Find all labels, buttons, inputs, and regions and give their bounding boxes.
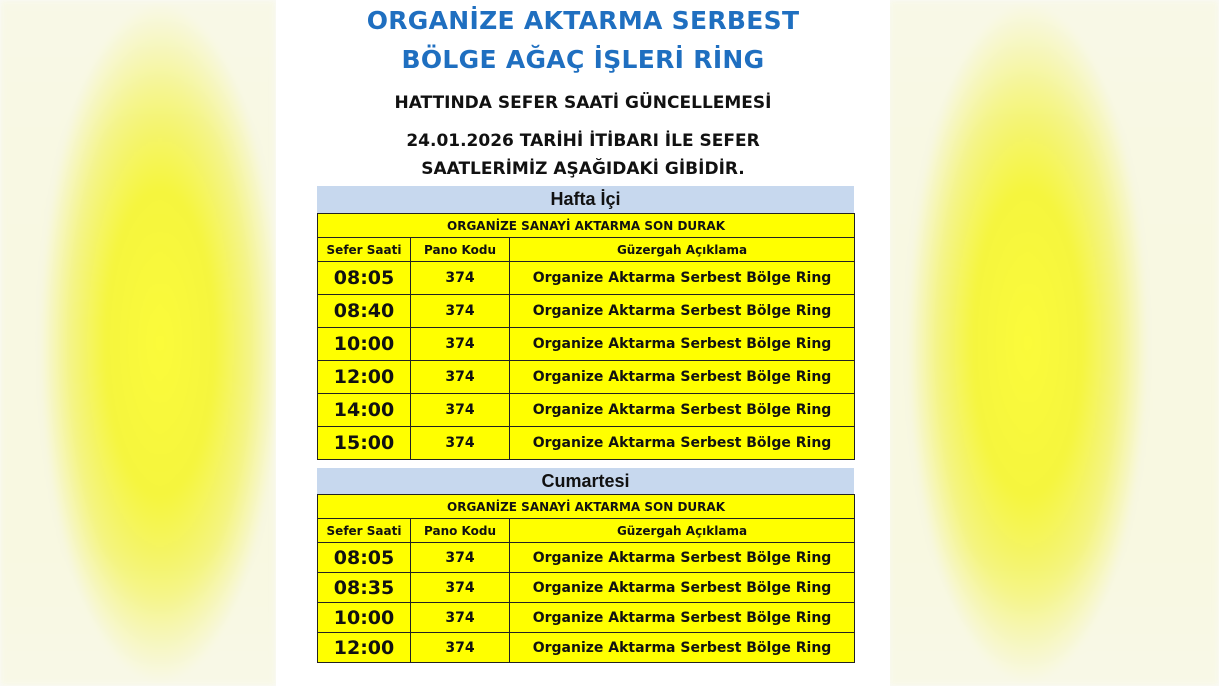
- route-description: Organize Aktarma Serbest Bölge Ring: [510, 328, 855, 361]
- board-code: 374: [411, 262, 510, 295]
- poster-subtitle-line2: 24.01.2026 TARİHİ İTİBARI İLE SEFER: [406, 131, 760, 151]
- blurred-background-left: [0, 0, 276, 686]
- saturday-schedule-table: [317, 494, 855, 663]
- poster-subtitle-line1: HATTINDA SEFER SAATİ GÜNCELLEMESİ: [394, 93, 772, 113]
- board-code: 374: [411, 543, 510, 573]
- route-description: Organize Aktarma Serbest Bölge Ring: [510, 633, 855, 663]
- departure-time: 15:00: [318, 427, 411, 460]
- route-description: Organize Aktarma Serbest Bölge Ring: [510, 295, 855, 328]
- departure-time: 08:05: [318, 543, 411, 573]
- poster-title-line1: ORGANİZE AKTARMA SERBEST: [366, 6, 800, 35]
- board-code: 374: [411, 361, 510, 394]
- column-header-time: Sefer Saati: [318, 519, 411, 543]
- board-code: 374: [411, 573, 510, 603]
- route-description: Organize Aktarma Serbest Bölge Ring: [510, 573, 855, 603]
- route-description: Organize Aktarma Serbest Bölge Ring: [510, 262, 855, 295]
- table-row: [318, 361, 855, 394]
- board-code: 374: [411, 328, 510, 361]
- board-code: 374: [411, 427, 510, 460]
- column-header-route: Güzergah Açıklama: [510, 238, 855, 262]
- column-header-time: Sefer Saati: [318, 238, 411, 262]
- column-header-code: Pano Kodu: [411, 519, 510, 543]
- table-row: [318, 295, 855, 328]
- route-description: Organize Aktarma Serbest Bölge Ring: [510, 394, 855, 427]
- departure-time: 08:05: [318, 262, 411, 295]
- route-description: Organize Aktarma Serbest Bölge Ring: [510, 543, 855, 573]
- weekday-schedule-table: [317, 213, 855, 460]
- stop-label: ORGANİZE SANAYİ AKTARMA SON DURAK: [318, 214, 855, 238]
- table-row: [318, 633, 855, 663]
- route-description: Organize Aktarma Serbest Bölge Ring: [510, 427, 855, 460]
- poster-subtitle-line3: SAATLERİMİZ AŞAĞIDAKİ GİBİDİR.: [421, 159, 745, 179]
- table-row: [318, 262, 855, 295]
- blurred-background-right: [889, 0, 1219, 686]
- board-code: 374: [411, 394, 510, 427]
- departure-time: 08:40: [318, 295, 411, 328]
- departure-time: 10:00: [318, 328, 411, 361]
- stop-label: ORGANİZE SANAYİ AKTARMA SON DURAK: [318, 495, 855, 519]
- departure-time: 14:00: [318, 394, 411, 427]
- board-code: 374: [411, 603, 510, 633]
- table-row: [318, 394, 855, 427]
- saturday-section-header: Cumartesi: [317, 468, 854, 495]
- board-code: 374: [411, 633, 510, 663]
- weekday-section-header: Hafta İçi: [317, 186, 854, 213]
- departure-time: 12:00: [318, 633, 411, 663]
- route-description: Organize Aktarma Serbest Bölge Ring: [510, 603, 855, 633]
- table-row: [318, 543, 855, 573]
- column-header-code: Pano Kodu: [411, 238, 510, 262]
- board-code: 374: [411, 295, 510, 328]
- route-description: Organize Aktarma Serbest Bölge Ring: [510, 361, 855, 394]
- table-row: [318, 427, 855, 460]
- column-header-route: Güzergah Açıklama: [510, 519, 855, 543]
- table-row: [318, 573, 855, 603]
- table-row: [318, 603, 855, 633]
- table-row: [318, 328, 855, 361]
- poster-title-line2: BÖLGE AĞAÇ İŞLERİ RİNG: [401, 45, 765, 74]
- departure-time: 08:35: [318, 573, 411, 603]
- schedule-poster: [276, 0, 890, 686]
- departure-time: 12:00: [318, 361, 411, 394]
- departure-time: 10:00: [318, 603, 411, 633]
